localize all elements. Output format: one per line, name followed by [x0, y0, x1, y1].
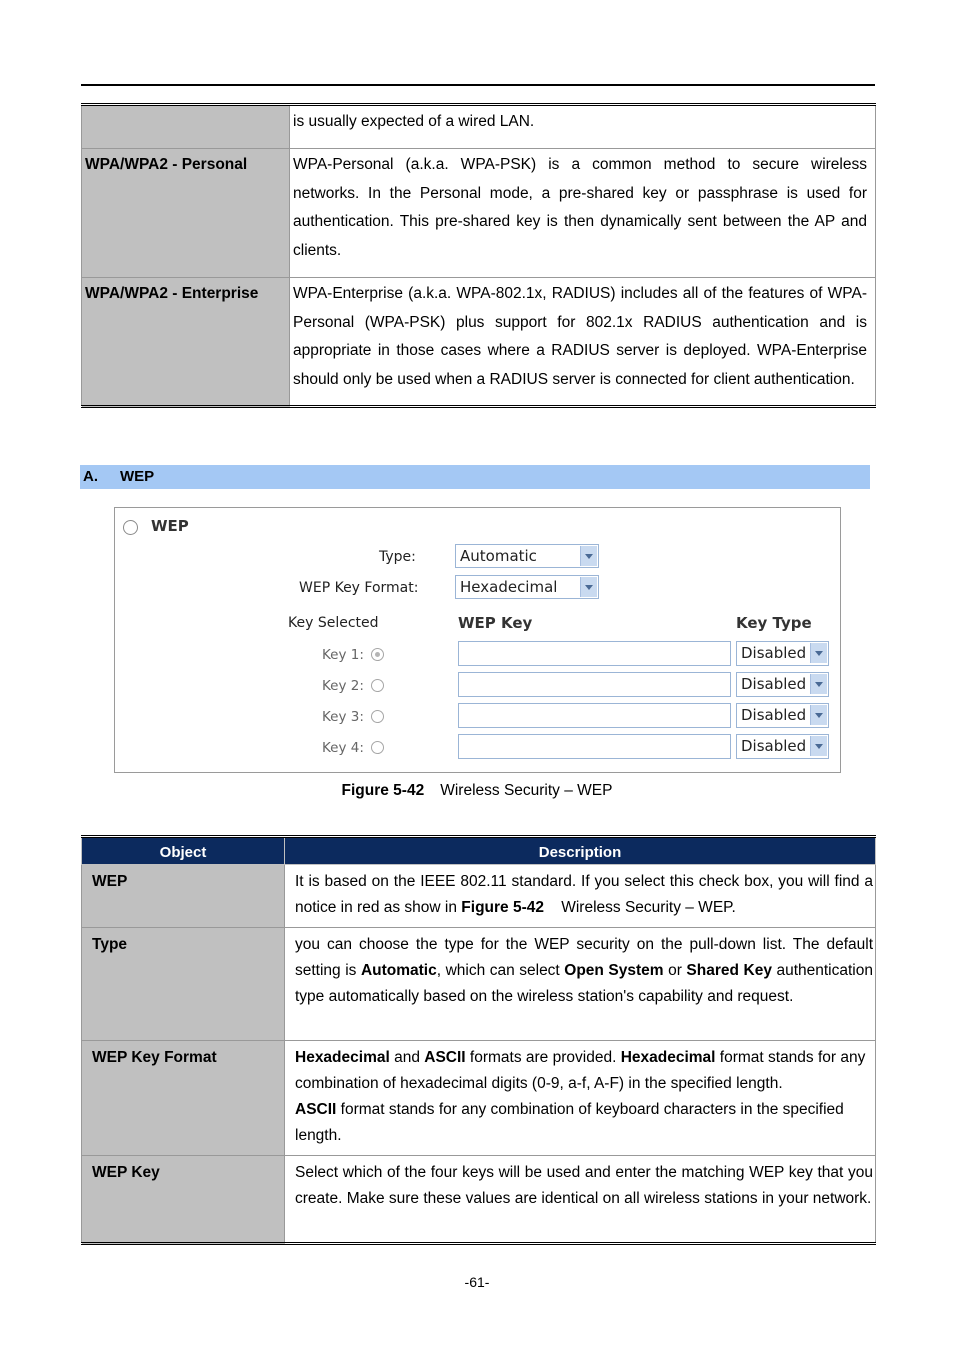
wep-radio[interactable] — [123, 520, 138, 535]
chevron-down-icon — [810, 736, 827, 756]
key-2-type-select[interactable] — [736, 672, 829, 697]
key-3-type-value: Disabled — [741, 706, 807, 724]
type-label: Type: — [379, 549, 416, 565]
figure-title: Wireless Security – WEP — [440, 782, 613, 799]
section-title: WEP — [120, 468, 155, 485]
text-run: format stands for any combination of keyboard characters in the specified length. — [295, 1101, 844, 1144]
figure-number: Figure 5-42 — [341, 782, 425, 799]
table-row — [82, 149, 876, 278]
key-4-input[interactable] — [458, 734, 731, 759]
text-run: formats are provided. — [465, 1049, 621, 1066]
object-cell: Type — [82, 928, 285, 1041]
section-number: A. — [83, 468, 98, 485]
description-cell: Select which of the four keys will be used and enter the matching WEP key that you create. Make sure these values are identical on all wireless stations in your network. — [285, 1156, 876, 1244]
object-cell: WEP Key — [82, 1156, 285, 1244]
text-run: you can choose the type for the WEP security on the pull-down list. The default setting is — [295, 936, 873, 979]
description-cell: WPA-Personal (a.k.a. WPA-PSK) is a common method to secure wireless networks. In the Personal mode, a pre-shared key or passphrase is used for authentication. This pre-shared key is then dynamically sent between the AP and clients. — [290, 149, 876, 278]
chevron-down-icon — [810, 705, 827, 725]
section-heading — [80, 465, 870, 489]
key-1-label: Key 1: — [322, 647, 364, 663]
description-cell — [285, 928, 876, 1041]
figure-caption — [0, 782, 954, 800]
key-1-type-value: Disabled — [741, 644, 807, 662]
bold-text-run: Hexadecimal — [620, 1049, 716, 1066]
key-4-label: Key 4: — [322, 740, 364, 756]
key-2-label: Key 2: — [322, 678, 364, 694]
text-run: , which can select — [436, 962, 565, 979]
key-4-radio[interactable] — [371, 741, 384, 754]
page-number: -61- — [464, 1274, 490, 1290]
wep-key-format-label: WEP Key Format: — [299, 580, 419, 596]
key-4-type-value: Disabled — [741, 737, 807, 755]
bold-text-run: ASCII — [424, 1049, 466, 1066]
key-4-type-select[interactable] — [736, 734, 829, 759]
key-3-radio[interactable] — [371, 710, 384, 723]
table-row — [82, 105, 876, 149]
wep-key-format-select[interactable] — [455, 575, 599, 599]
object-cell: WEP — [82, 865, 285, 928]
object-description-table — [81, 835, 876, 1245]
table-row — [82, 1156, 876, 1244]
radio-dot-icon — [375, 652, 380, 657]
description-cell: WPA-Enterprise (a.k.a. WPA-802.1x, RADIUS) includes all of the features of WPA-Personal (WPA-PSK) plus support for 802.1x RADIUS authentication and is appropriate in those cases where a RADIUS server is deployed. WPA-Enterprise should only be used when a RADIUS server is connected for client authentication. — [290, 278, 876, 407]
table-row — [82, 928, 876, 1041]
wep-key-format-value: Hexadecimal — [460, 578, 558, 596]
table-row — [82, 1041, 876, 1156]
text-run: and — [389, 1049, 425, 1066]
object-cell — [82, 105, 290, 149]
wep-title: WEP — [151, 517, 189, 535]
text-run: format stands for any combination of hexadecimal digits (0-9, a-f, A-F) in the specified length. — [295, 1049, 866, 1092]
type-select[interactable] — [455, 544, 599, 568]
bold-text-run: Hexadecimal — [295, 1049, 390, 1066]
text-run: Wireless Security – WEP. — [561, 899, 736, 916]
chevron-down-icon — [810, 643, 827, 663]
bold-text-run: Automatic — [360, 962, 437, 979]
key-2-radio[interactable] — [371, 679, 384, 692]
key-1-type-select[interactable] — [736, 641, 829, 666]
chevron-down-icon — [580, 577, 597, 597]
key-2-type-value: Disabled — [741, 675, 807, 693]
description-cell — [285, 1041, 876, 1156]
key-3-label: Key 3: — [322, 709, 364, 725]
chevron-down-icon — [810, 674, 827, 694]
key-selected-header: Key Selected — [288, 615, 379, 631]
wep-key-header: WEP Key — [458, 614, 533, 632]
type-select-value: Automatic — [460, 547, 537, 565]
table-header-row — [82, 837, 876, 865]
description-cell — [285, 865, 876, 928]
key-1-input[interactable] — [458, 641, 731, 666]
key-1-radio[interactable] — [371, 648, 384, 661]
wep-settings-panel — [114, 507, 841, 773]
bold-text-run: Figure 5-42 — [461, 899, 544, 916]
bold-text-run: Open System — [564, 962, 664, 979]
table-row — [82, 865, 876, 928]
header-rule — [81, 84, 875, 86]
key-type-header: Key Type — [736, 614, 812, 632]
description-column-header: Description — [285, 837, 876, 865]
key-2-input[interactable] — [458, 672, 731, 697]
key-3-type-select[interactable] — [736, 703, 829, 728]
text-run: authentication type automatically based on the wireless station's capability and request. — [295, 962, 873, 1005]
text-run: It is based on the IEEE 802.11 standard. If you select this check box, you will find a notice in red as show in — [295, 873, 873, 916]
key-3-input[interactable] — [458, 703, 731, 728]
bold-text-run: ASCII — [295, 1101, 337, 1118]
security-mode-table — [81, 103, 876, 408]
object-cell: WEP Key Format — [82, 1041, 285, 1156]
table-row — [82, 278, 876, 407]
chevron-down-icon — [580, 546, 597, 566]
bold-text-run: Shared Key — [686, 962, 772, 979]
description-cell: is usually expected of a wired LAN. — [290, 105, 876, 149]
object-cell: WPA/WPA2 - Personal — [82, 149, 290, 278]
object-column-header: Object — [82, 837, 285, 865]
object-cell: WPA/WPA2 - Enterprise — [82, 278, 290, 407]
text-run: or — [663, 962, 687, 979]
